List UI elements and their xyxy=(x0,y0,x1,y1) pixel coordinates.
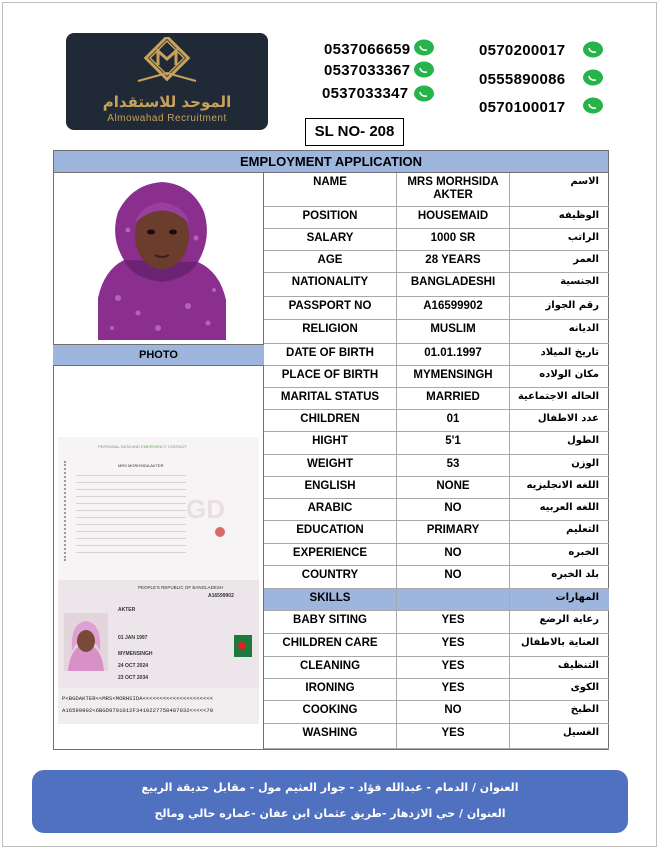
passport-emergency-name: MRS MORHSIDA AKTER xyxy=(118,463,164,468)
table-row xyxy=(264,611,609,634)
applicant-photo xyxy=(88,178,234,340)
table-row xyxy=(264,297,609,320)
field-value: 5'1 xyxy=(397,432,510,454)
field-value: NO xyxy=(397,499,510,520)
photo-label: PHOTO xyxy=(53,344,264,366)
field-label-arabic: اللغه العربيه xyxy=(539,502,599,513)
field-label: CLEANING xyxy=(264,657,397,678)
table-row xyxy=(264,679,609,701)
field-label: COUNTRY xyxy=(264,566,397,588)
phone-number[interactable]: 0555890086 xyxy=(479,71,566,88)
table-row xyxy=(264,432,609,455)
field-label: NAME xyxy=(264,173,397,206)
address-line-2: العنوان / حي الازدهار -طريق عثمان ابن عفان -عماره حالي ومالح xyxy=(154,807,506,820)
table-row xyxy=(264,657,609,679)
whatsapp-icon xyxy=(413,39,435,56)
field-label-arabic: الجنسية xyxy=(560,276,599,287)
field-value: YES xyxy=(397,634,510,656)
phone-number[interactable]: 0570100017 xyxy=(479,99,566,116)
field-label: SALARY xyxy=(264,229,397,250)
passport-country: PEOPLE'S REPUBLIC OF BANGLADESH xyxy=(138,585,224,590)
passport-number: A16599902 xyxy=(208,593,234,599)
field-label-arabic: بلد الخبره xyxy=(551,569,599,580)
field-value: MARRIED xyxy=(397,388,510,409)
passport-mrz-line-1: P<BGDAKTER<<MRS<MORHSIDA<<<<<<<<<<<<<<<<<<<<< xyxy=(62,695,214,702)
field-label: CHILDREN xyxy=(264,410,397,431)
address-footer xyxy=(32,770,628,833)
table-row xyxy=(264,499,609,521)
field-value xyxy=(397,589,510,610)
table-row xyxy=(264,521,609,544)
field-label: PASSPORT NO xyxy=(264,297,397,319)
field-value: NO xyxy=(397,701,510,723)
passport-dob: 01 JAN 1997 xyxy=(118,635,148,641)
form-title: EMPLOYMENT APPLICATION xyxy=(53,150,609,173)
logo-english-name: Almowahad Recruitment xyxy=(107,113,227,124)
field-label-arabic: تاريخ الميلاد xyxy=(540,347,599,358)
whatsapp-icon xyxy=(413,85,435,102)
passport-expiry-date: 23 OCT 2034 xyxy=(118,675,149,681)
field-value: 28 YEARS xyxy=(397,251,510,272)
field-label-arabic: الوزن xyxy=(571,458,599,469)
field-value: HOUSEMAID xyxy=(397,207,510,228)
phone-number[interactable]: 0537066659 xyxy=(324,41,411,58)
field-value: NO xyxy=(397,566,510,588)
table-row xyxy=(264,544,609,566)
field-value: NONE xyxy=(397,477,510,498)
field-value: 53 xyxy=(397,455,510,476)
field-label-arabic: الحاله الاجتماعية xyxy=(517,391,599,402)
table-row xyxy=(264,724,609,749)
field-label: HIGHT xyxy=(264,432,397,454)
logo-arabic-name: الموحد للاستقدام xyxy=(102,93,232,111)
field-label-arabic: الراتب xyxy=(567,232,599,243)
field-label: WASHING xyxy=(264,724,397,748)
field-label: SKILLS xyxy=(264,589,397,610)
table-row xyxy=(264,366,609,388)
whatsapp-icon xyxy=(582,41,604,58)
field-label-arabic: الكوى xyxy=(570,682,599,693)
field-label-arabic: الطول xyxy=(567,435,599,446)
field-label-arabic: الاسم xyxy=(570,176,599,187)
table-row xyxy=(264,251,609,273)
field-label-arabic: العمر xyxy=(573,254,599,265)
table-row xyxy=(264,229,609,251)
field-label: POSITION xyxy=(264,207,397,228)
field-label-arabic: التعليم xyxy=(566,524,599,535)
whatsapp-icon xyxy=(582,69,604,86)
field-label: ENGLISH xyxy=(264,477,397,498)
field-label-arabic: رقم الجواز xyxy=(545,300,599,311)
address-line-1: العنوان / الدمام - عبدالله فؤاد - جوار العثيم مول - مقابل حديقة الربيع xyxy=(141,781,519,794)
field-value: MRS MORHSIDA AKTER xyxy=(397,173,510,206)
table-row xyxy=(264,388,609,410)
table-row xyxy=(264,566,609,589)
passport-surname: AKTER xyxy=(118,607,136,613)
field-label: DATE OF BIRTH xyxy=(264,344,397,365)
field-value: MUSLIM xyxy=(397,320,510,343)
table-row xyxy=(264,701,609,724)
passport-page-header: PERSONAL DATA AND EMERGENCY CONTACT xyxy=(98,444,187,449)
field-label-arabic: الوظيفه xyxy=(558,210,599,221)
passport-scan xyxy=(58,437,259,724)
passport-birthplace: MYMENSINGH xyxy=(118,651,153,657)
field-value: YES xyxy=(397,679,510,700)
field-label-arabic: المهارات xyxy=(555,592,599,603)
table-row xyxy=(264,344,609,366)
field-label-arabic: اللغه الانجليزيه xyxy=(526,480,599,491)
table-row xyxy=(264,589,609,611)
field-label-arabic: عدد الاطفال xyxy=(537,413,599,424)
field-label: EXPERIENCE xyxy=(264,544,397,565)
table-row xyxy=(264,634,609,657)
table-row xyxy=(264,207,609,229)
whatsapp-icon xyxy=(413,61,435,78)
passport-issue-date: 24 OCT 2024 xyxy=(118,663,149,669)
field-label-arabic: العناية بالاطفال xyxy=(521,637,599,648)
field-label-arabic: الديانه xyxy=(568,323,599,334)
field-label-arabic: مكان الولاده xyxy=(539,369,599,380)
field-label: ARABIC xyxy=(264,499,397,520)
table-row xyxy=(264,477,609,499)
field-label-arabic: رعاية الرضع xyxy=(539,614,599,625)
field-value: A16599902 xyxy=(397,297,510,319)
field-value: 1000 SR xyxy=(397,229,510,250)
field-label: CHILDREN CARE xyxy=(264,634,397,656)
field-label-arabic: التنظيف xyxy=(557,660,599,671)
table-row xyxy=(264,173,609,207)
field-value: NO xyxy=(397,544,510,565)
field-label-arabic: الغسيل xyxy=(562,727,599,738)
phone-number[interactable]: 0537033367 xyxy=(324,62,411,79)
table-row xyxy=(264,410,609,432)
logo-emblem-icon xyxy=(128,37,206,93)
field-label-arabic: الطبخ xyxy=(570,704,599,715)
field-label: WEIGHT xyxy=(264,455,397,476)
field-label: COOKING xyxy=(264,701,397,723)
table-row xyxy=(264,320,609,344)
field-value: BANGLADESHI xyxy=(397,273,510,296)
passport-mrz-line-2: A16599902<6BGD9701012F3410227758487032<<<<<70 xyxy=(62,707,214,714)
phone-number[interactable]: 0537033347 xyxy=(322,85,409,102)
company-logo xyxy=(66,33,268,130)
field-label: RELIGION xyxy=(264,320,397,343)
field-label: PLACE OF BIRTH xyxy=(264,366,397,387)
table-row xyxy=(264,273,609,297)
passport-photo xyxy=(64,613,108,671)
table-row xyxy=(264,455,609,477)
phone-number[interactable]: 0570200017 xyxy=(479,42,566,59)
whatsapp-icon xyxy=(582,97,604,114)
field-label: MARITAL STATUS xyxy=(264,388,397,409)
field-label: IRONING xyxy=(264,679,397,700)
field-label: NATIONALITY xyxy=(264,273,397,296)
field-value: YES xyxy=(397,657,510,678)
field-value: PRIMARY xyxy=(397,521,510,543)
field-label: BABY SITING xyxy=(264,611,397,633)
field-label: EDUCATION xyxy=(264,521,397,543)
field-label: AGE xyxy=(264,251,397,272)
field-value: YES xyxy=(397,611,510,633)
field-value: 01 xyxy=(397,410,510,431)
passport-watermark-icon xyxy=(182,482,232,542)
passport-flag-icon xyxy=(234,635,252,657)
serial-number-box: SL NO- 208 xyxy=(305,118,404,146)
field-value: 01.01.1997 xyxy=(397,344,510,365)
field-label-arabic: الخبره xyxy=(568,547,599,558)
svg-text:GD: GD xyxy=(186,494,225,524)
field-value: MYMENSINGH xyxy=(397,366,510,387)
field-value: YES xyxy=(397,724,510,748)
